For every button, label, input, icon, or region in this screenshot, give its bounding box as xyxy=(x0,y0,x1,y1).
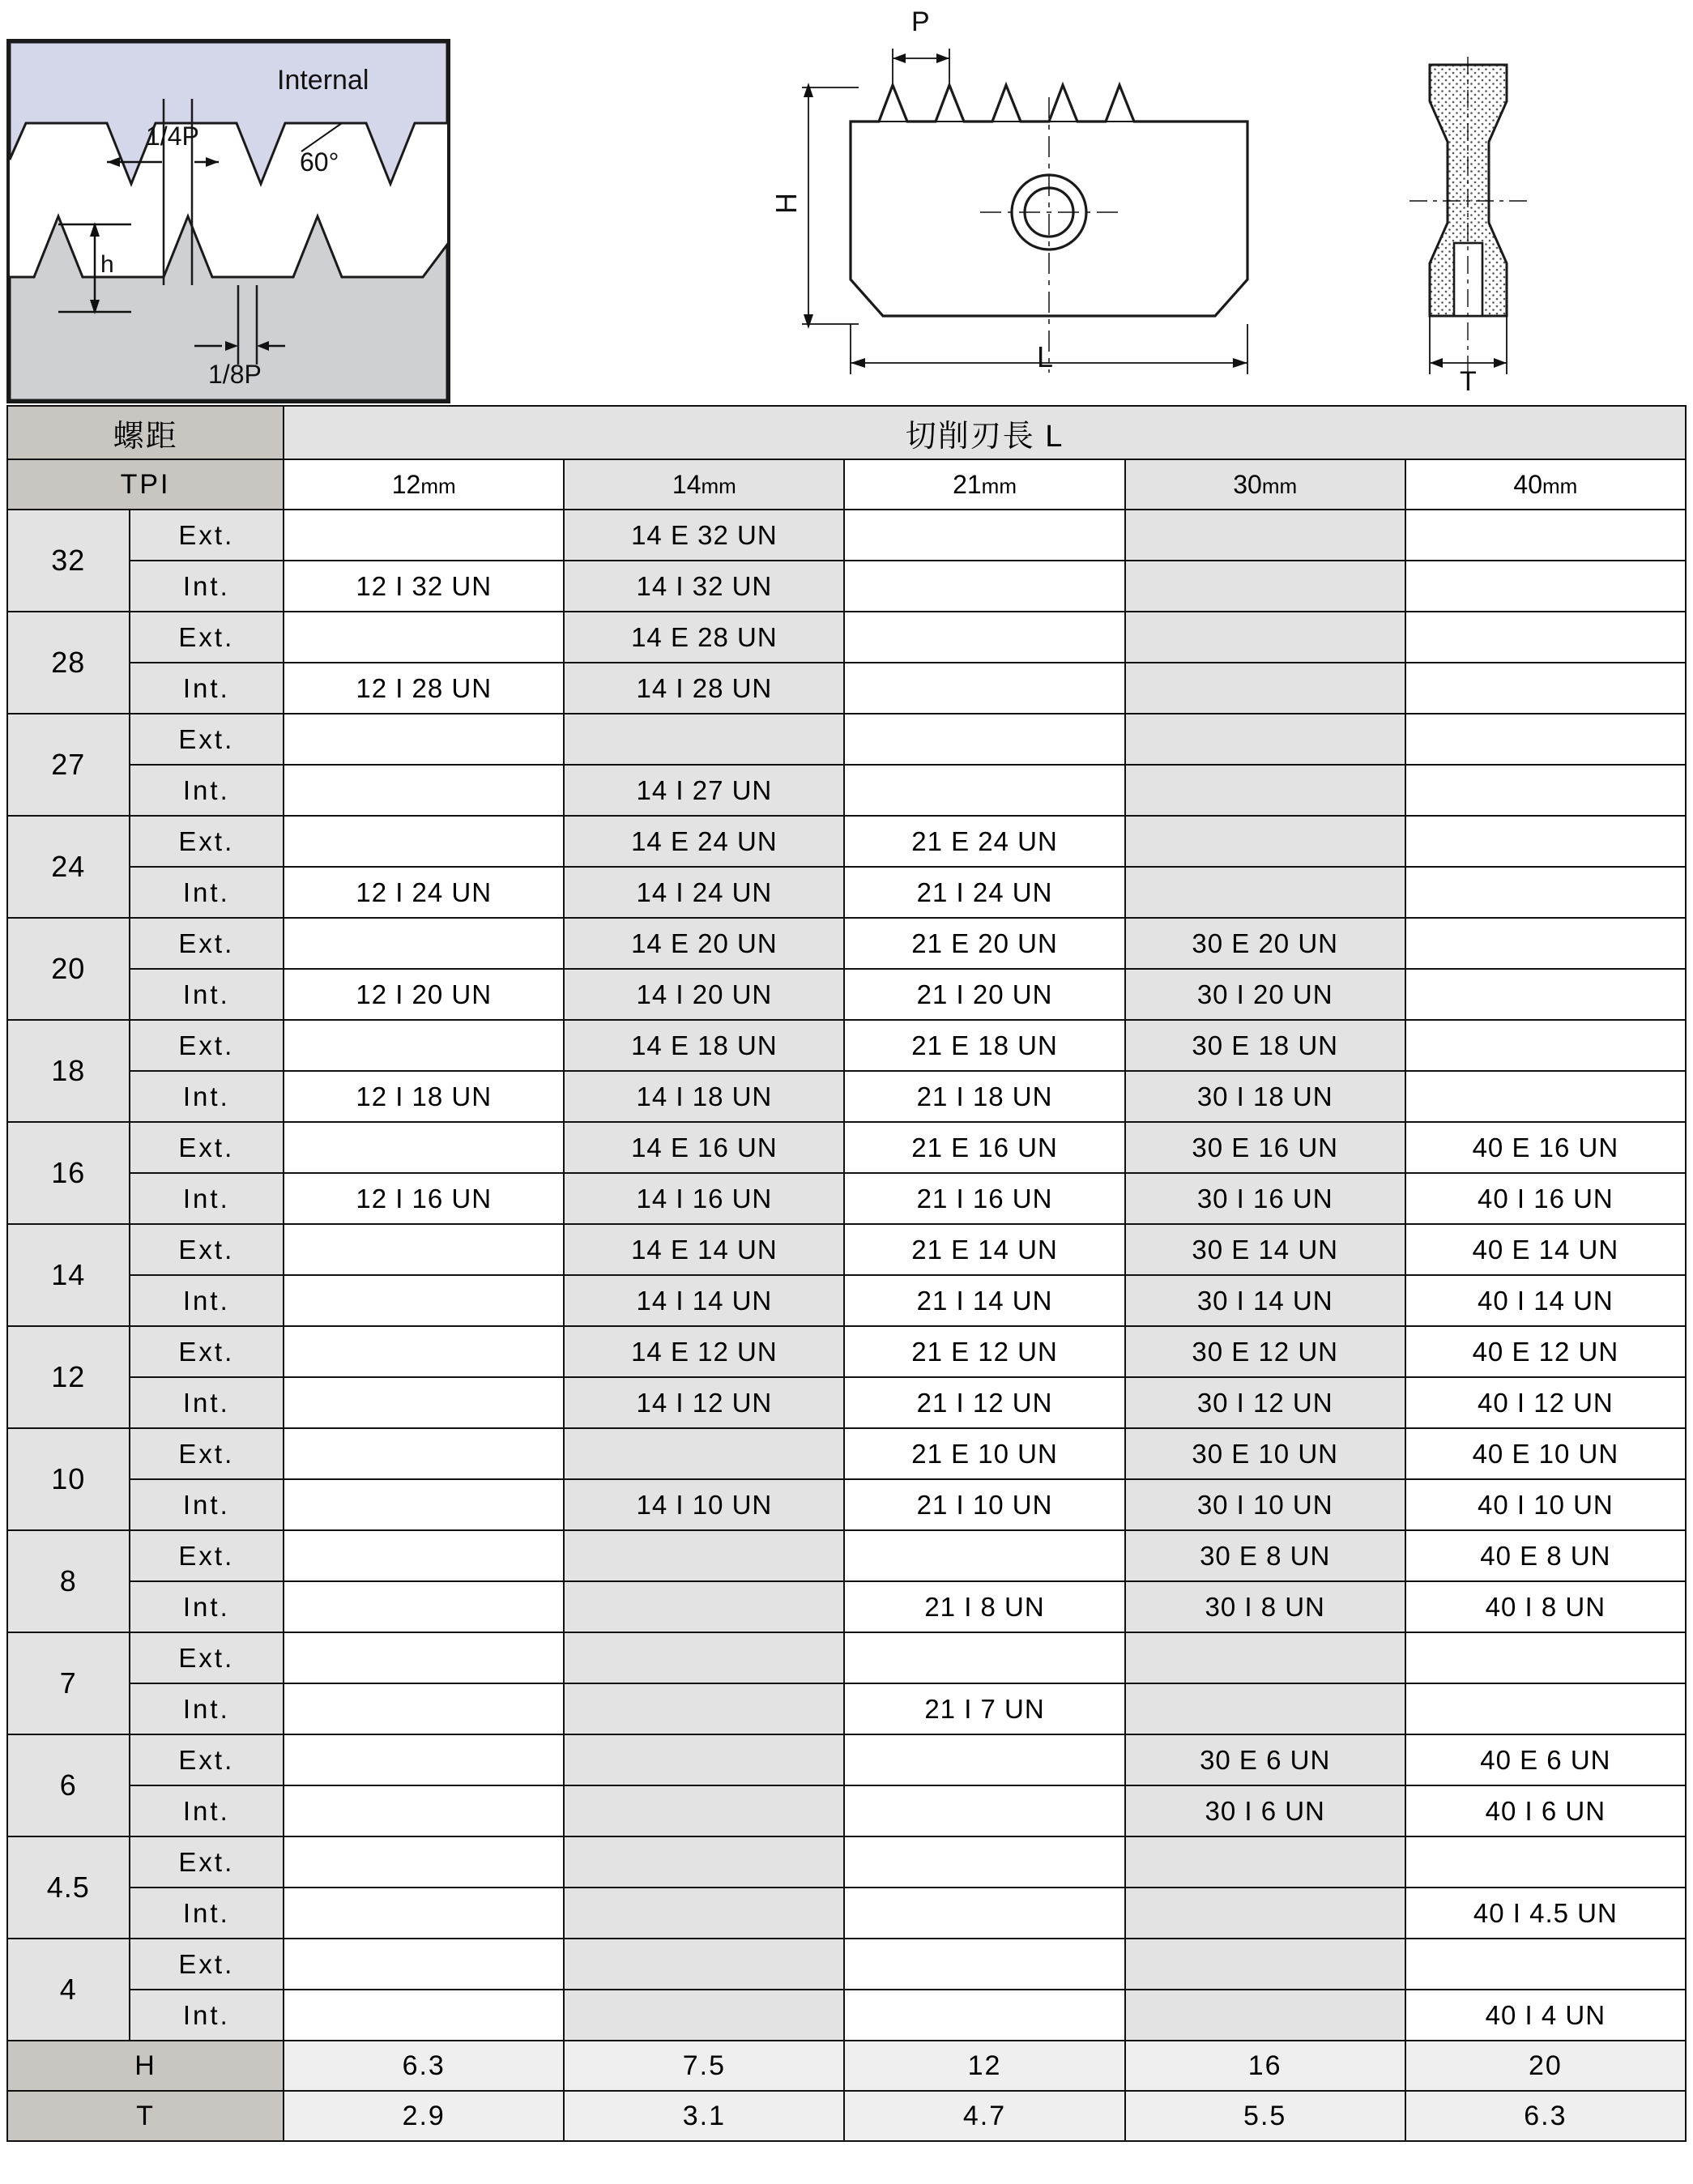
tpi-cell-20: 20 xyxy=(7,918,130,1020)
empty-cell xyxy=(284,918,564,969)
footer-value-h-3: 16 xyxy=(1125,2041,1405,2091)
header-length-14 xyxy=(564,459,844,510)
designation-cell: 40 I 4.5 UN xyxy=(1405,1888,1686,1939)
empty-cell xyxy=(564,1632,844,1683)
empty-cell xyxy=(284,765,564,816)
row-label-int: Int. xyxy=(130,1683,284,1734)
footer-value-t-3: 5.5 xyxy=(1125,2091,1405,2141)
empty-cell xyxy=(1405,1683,1686,1734)
table-row xyxy=(7,1683,1686,1734)
empty-cell xyxy=(1405,1939,1686,1990)
empty-cell xyxy=(284,1122,564,1173)
empty-cell xyxy=(1405,1071,1686,1122)
empty-cell xyxy=(564,1581,844,1632)
empty-cell xyxy=(564,1734,844,1785)
table-row xyxy=(7,969,1686,1020)
designation-cell: 40 E 14 UN xyxy=(1405,1224,1686,1275)
empty-cell xyxy=(1405,510,1686,561)
empty-cell xyxy=(1405,1632,1686,1683)
empty-cell xyxy=(284,1581,564,1632)
empty-cell xyxy=(284,714,564,765)
header-tpi: TPI xyxy=(7,459,284,510)
footer-value-h-4: 20 xyxy=(1405,2041,1686,2091)
row-label-ext: Ext. xyxy=(130,714,284,765)
tpi-cell-10: 10 xyxy=(7,1428,130,1530)
tpi-cell-8: 8 xyxy=(7,1530,130,1632)
row-label-int: Int. xyxy=(130,1479,284,1530)
designation-cell: 30 I 6 UN xyxy=(1125,1785,1405,1836)
designation-cell: 14 I 12 UN xyxy=(564,1377,844,1428)
len-12-unit: mm xyxy=(420,473,456,498)
header-pitch: 螺距 xyxy=(7,406,284,459)
empty-cell xyxy=(844,1632,1124,1683)
empty-cell xyxy=(284,510,564,561)
footer-value-t-0: 2.9 xyxy=(284,2091,564,2141)
empty-cell xyxy=(1405,969,1686,1020)
designation-cell: 21 E 24 UN xyxy=(844,816,1124,867)
designation-cell: 30 E 8 UN xyxy=(1125,1530,1405,1581)
label-quarter-p: 1/4P xyxy=(146,122,199,151)
row-label-int: Int. xyxy=(130,1275,284,1326)
designation-cell: 30 I 18 UN xyxy=(1125,1071,1405,1122)
designation-cell: 21 I 7 UN xyxy=(844,1683,1124,1734)
table-row xyxy=(7,1939,1686,1990)
tpi-cell-14: 14 xyxy=(7,1224,130,1326)
table-row xyxy=(7,1275,1686,1326)
empty-cell xyxy=(1405,816,1686,867)
designation-cell: 14 E 14 UN xyxy=(564,1224,844,1275)
row-label-int: Int. xyxy=(130,867,284,918)
row-label-ext: Ext. xyxy=(130,1734,284,1785)
tpi-cell-4: 4 xyxy=(7,1939,130,2041)
diagram-area xyxy=(0,0,1693,405)
thread-profile-diagram xyxy=(6,39,450,403)
empty-cell xyxy=(284,1530,564,1581)
row-label-ext: Ext. xyxy=(130,1939,284,1990)
tpi-cell-6: 6 xyxy=(7,1734,130,1836)
designation-cell: 30 I 8 UN xyxy=(1125,1581,1405,1632)
designation-cell: 12 I 28 UN xyxy=(284,663,564,714)
row-label-ext: Ext. xyxy=(130,1122,284,1173)
header-length-12 xyxy=(284,459,564,510)
designation-cell: 14 E 24 UN xyxy=(564,816,844,867)
row-label-ext: Ext. xyxy=(130,918,284,969)
table-row xyxy=(7,867,1686,918)
designation-cell: 21 I 16 UN xyxy=(844,1173,1124,1224)
designation-cell: 30 I 14 UN xyxy=(1125,1275,1405,1326)
empty-cell xyxy=(564,1683,844,1734)
designation-cell: 40 I 8 UN xyxy=(1405,1581,1686,1632)
designation-cell: 21 E 12 UN xyxy=(844,1326,1124,1377)
tpi-cell-32: 32 xyxy=(7,510,130,612)
designation-cell: 30 E 12 UN xyxy=(1125,1326,1405,1377)
row-label-int: Int. xyxy=(130,1785,284,1836)
empty-cell xyxy=(844,1888,1124,1939)
designation-cell: 14 I 16 UN xyxy=(564,1173,844,1224)
empty-cell xyxy=(1125,765,1405,816)
footer-value-t-1: 3.1 xyxy=(564,2091,844,2141)
empty-cell xyxy=(1125,561,1405,612)
empty-cell xyxy=(1405,918,1686,969)
designation-cell: 40 E 16 UN xyxy=(1405,1122,1686,1173)
empty-cell xyxy=(1125,1632,1405,1683)
empty-cell xyxy=(284,1632,564,1683)
label-internal: Internal xyxy=(277,65,369,96)
table-row xyxy=(7,1224,1686,1275)
table-row xyxy=(7,510,1686,561)
designation-cell: 14 E 32 UN xyxy=(564,510,844,561)
designation-cell: 30 E 20 UN xyxy=(1125,918,1405,969)
row-label-ext: Ext. xyxy=(130,1326,284,1377)
footer-label-h: H xyxy=(7,2041,284,2091)
empty-cell xyxy=(284,1785,564,1836)
designation-cell: 14 I 28 UN xyxy=(564,663,844,714)
tpi-cell-27: 27 xyxy=(7,714,130,816)
tpi-cell-4.5: 4.5 xyxy=(7,1836,130,1939)
row-label-int: Int. xyxy=(130,1581,284,1632)
designation-cell: 14 I 14 UN xyxy=(564,1275,844,1326)
designation-cell: 21 I 12 UN xyxy=(844,1377,1124,1428)
designation-cell: 14 E 12 UN xyxy=(564,1326,844,1377)
empty-cell xyxy=(1125,1836,1405,1888)
designation-cell: 40 I 12 UN xyxy=(1405,1377,1686,1428)
table-row xyxy=(7,1836,1686,1888)
label-h-depth: h xyxy=(100,251,114,278)
header-length-21 xyxy=(844,459,1124,510)
empty-cell xyxy=(844,1990,1124,2041)
empty-cell xyxy=(284,816,564,867)
empty-cell xyxy=(1125,1888,1405,1939)
empty-cell xyxy=(1405,1020,1686,1071)
table-row xyxy=(7,663,1686,714)
empty-cell xyxy=(1125,510,1405,561)
table-row xyxy=(7,612,1686,663)
empty-cell xyxy=(844,663,1124,714)
empty-cell xyxy=(1125,612,1405,663)
empty-cell xyxy=(1405,1836,1686,1888)
designation-cell: 14 E 28 UN xyxy=(564,612,844,663)
designation-cell: 21 I 14 UN xyxy=(844,1275,1124,1326)
empty-cell xyxy=(284,1428,564,1479)
empty-cell xyxy=(844,765,1124,816)
designation-cell: 40 I 6 UN xyxy=(1405,1785,1686,1836)
designation-cell: 21 E 16 UN xyxy=(844,1122,1124,1173)
empty-cell xyxy=(284,1377,564,1428)
empty-cell xyxy=(284,1020,564,1071)
len-14-unit: mm xyxy=(701,473,736,498)
designation-cell: 40 E 12 UN xyxy=(1405,1326,1686,1377)
empty-cell xyxy=(284,1224,564,1275)
designation-cell: 14 I 10 UN xyxy=(564,1479,844,1530)
designation-cell: 12 I 32 UN xyxy=(284,561,564,612)
empty-cell xyxy=(844,1785,1124,1836)
table-row xyxy=(7,1581,1686,1632)
empty-cell xyxy=(844,1734,1124,1785)
designation-cell: 30 E 16 UN xyxy=(1125,1122,1405,1173)
label-p: P xyxy=(911,6,930,37)
len-21-unit: mm xyxy=(981,473,1017,498)
designation-cell: 14 I 18 UN xyxy=(564,1071,844,1122)
empty-cell xyxy=(284,1990,564,2041)
footer-row-t xyxy=(7,2091,1686,2141)
designation-cell: 40 E 10 UN xyxy=(1405,1428,1686,1479)
table-header-row-2 xyxy=(7,459,1686,510)
row-label-int: Int. xyxy=(130,663,284,714)
designation-cell: 30 I 20 UN xyxy=(1125,969,1405,1020)
designation-cell: 30 E 18 UN xyxy=(1125,1020,1405,1071)
header-cutting-edge-length: 切削刃長 L xyxy=(284,406,1686,459)
designation-cell: 12 I 18 UN xyxy=(284,1071,564,1122)
table-row xyxy=(7,1428,1686,1479)
empty-cell xyxy=(284,612,564,663)
empty-cell xyxy=(1125,867,1405,918)
insert-front-view xyxy=(770,0,1361,405)
empty-cell xyxy=(564,1990,844,2041)
designation-cell: 14 I 20 UN xyxy=(564,969,844,1020)
header-length-40 xyxy=(1405,459,1686,510)
row-label-int: Int. xyxy=(130,1377,284,1428)
designation-cell: 14 I 24 UN xyxy=(564,867,844,918)
table-row xyxy=(7,1479,1686,1530)
designation-cell: 40 I 10 UN xyxy=(1405,1479,1686,1530)
designation-cell: 30 E 6 UN xyxy=(1125,1734,1405,1785)
table-header-row-1 xyxy=(7,406,1686,459)
label-h-height: H xyxy=(770,193,803,214)
table-row xyxy=(7,1020,1686,1071)
footer-value-t-2: 4.7 xyxy=(844,2091,1124,2141)
empty-cell xyxy=(564,1836,844,1888)
table-row xyxy=(7,1173,1686,1224)
label-l-length: L xyxy=(1037,340,1054,373)
designation-cell: 14 I 32 UN xyxy=(564,561,844,612)
designation-cell: 12 I 24 UN xyxy=(284,867,564,918)
footer-value-h-0: 6.3 xyxy=(284,2041,564,2091)
row-label-ext: Ext. xyxy=(130,1224,284,1275)
table-row xyxy=(7,918,1686,969)
designation-cell: 12 I 16 UN xyxy=(284,1173,564,1224)
empty-cell xyxy=(284,1326,564,1377)
designation-cell: 21 I 10 UN xyxy=(844,1479,1124,1530)
insert-side-view xyxy=(1393,57,1571,397)
label-angle-60: 60° xyxy=(300,147,339,177)
table-row xyxy=(7,1122,1686,1173)
empty-cell xyxy=(564,1939,844,1990)
designation-cell: 14 E 18 UN xyxy=(564,1020,844,1071)
footer-row-h xyxy=(7,2041,1686,2091)
table-body xyxy=(7,510,1686,2041)
len-30-value: 30 xyxy=(1233,469,1262,499)
empty-cell xyxy=(284,1275,564,1326)
empty-cell xyxy=(1405,612,1686,663)
len-14-value: 14 xyxy=(672,469,702,499)
row-label-ext: Ext. xyxy=(130,1428,284,1479)
len-21-value: 21 xyxy=(953,469,982,499)
empty-cell xyxy=(1125,1939,1405,1990)
row-label-int: Int. xyxy=(130,561,284,612)
designation-cell: 21 I 20 UN xyxy=(844,969,1124,1020)
designation-cell: 21 E 10 UN xyxy=(844,1428,1124,1479)
empty-cell xyxy=(1125,714,1405,765)
designation-cell: 30 I 10 UN xyxy=(1125,1479,1405,1530)
designation-cell: 30 E 10 UN xyxy=(1125,1428,1405,1479)
designation-cell: 21 I 18 UN xyxy=(844,1071,1124,1122)
row-label-int: Int. xyxy=(130,765,284,816)
thread-insert-table xyxy=(6,405,1687,2142)
designation-cell: 30 E 14 UN xyxy=(1125,1224,1405,1275)
empty-cell xyxy=(1405,561,1686,612)
table-row xyxy=(7,1326,1686,1377)
empty-cell xyxy=(1125,1683,1405,1734)
designation-cell: 21 E 20 UN xyxy=(844,918,1124,969)
table-row xyxy=(7,561,1686,612)
empty-cell xyxy=(284,1683,564,1734)
designation-cell: 40 I 16 UN xyxy=(1405,1173,1686,1224)
footer-value-t-4: 6.3 xyxy=(1405,2091,1686,2141)
table-row xyxy=(7,1377,1686,1428)
row-label-ext: Ext. xyxy=(130,816,284,867)
len-30-unit: mm xyxy=(1261,473,1298,498)
designation-cell: 14 E 20 UN xyxy=(564,918,844,969)
empty-cell xyxy=(1405,867,1686,918)
label-t-thickness: T xyxy=(1460,366,1477,397)
len-40-unit: mm xyxy=(1542,473,1578,498)
row-label-ext: Ext. xyxy=(130,612,284,663)
row-label-int: Int. xyxy=(130,969,284,1020)
table-row xyxy=(7,1785,1686,1836)
empty-cell xyxy=(564,1530,844,1581)
empty-cell xyxy=(844,1530,1124,1581)
footer-value-h-1: 7.5 xyxy=(564,2041,844,2091)
empty-cell xyxy=(1405,765,1686,816)
designation-cell: 40 I 4 UN xyxy=(1405,1990,1686,2041)
empty-cell xyxy=(284,1836,564,1888)
empty-cell xyxy=(564,1888,844,1939)
table-row xyxy=(7,1990,1686,2041)
empty-cell xyxy=(284,1479,564,1530)
row-label-int: Int. xyxy=(130,1071,284,1122)
empty-cell xyxy=(844,612,1124,663)
empty-cell xyxy=(844,561,1124,612)
empty-cell xyxy=(844,510,1124,561)
empty-cell xyxy=(1405,714,1686,765)
table-row xyxy=(7,765,1686,816)
empty-cell xyxy=(1125,816,1405,867)
tpi-cell-18: 18 xyxy=(7,1020,130,1122)
row-label-int: Int. xyxy=(130,1990,284,2041)
table-row xyxy=(7,1530,1686,1581)
empty-cell xyxy=(844,1939,1124,1990)
empty-cell xyxy=(1125,1990,1405,2041)
row-label-ext: Ext. xyxy=(130,1836,284,1888)
table-row xyxy=(7,1632,1686,1683)
designation-cell: 40 E 8 UN xyxy=(1405,1530,1686,1581)
insert-front-svg xyxy=(794,0,1361,405)
designation-cell: 21 E 18 UN xyxy=(844,1020,1124,1071)
empty-cell xyxy=(284,1939,564,1990)
empty-cell xyxy=(844,1836,1124,1888)
designation-cell: 40 E 6 UN xyxy=(1405,1734,1686,1785)
row-label-ext: Ext. xyxy=(130,510,284,561)
tpi-cell-24: 24 xyxy=(7,816,130,918)
table-row xyxy=(7,1071,1686,1122)
empty-cell xyxy=(284,1888,564,1939)
row-label-ext: Ext. xyxy=(130,1530,284,1581)
label-eighth-p: 1/8P xyxy=(208,360,262,389)
designation-cell: 21 I 24 UN xyxy=(844,867,1124,918)
thread-profile-svg xyxy=(10,42,447,400)
row-label-int: Int. xyxy=(130,1173,284,1224)
header-length-30 xyxy=(1125,459,1405,510)
row-label-ext: Ext. xyxy=(130,1020,284,1071)
footer-label-t: T xyxy=(7,2091,284,2141)
len-12-value: 12 xyxy=(391,469,421,499)
table-row xyxy=(7,1734,1686,1785)
table-row xyxy=(7,1888,1686,1939)
designation-cell: 30 I 16 UN xyxy=(1125,1173,1405,1224)
designation-cell: 14 E 16 UN xyxy=(564,1122,844,1173)
designation-cell: 21 E 14 UN xyxy=(844,1224,1124,1275)
len-40-value: 40 xyxy=(1513,469,1543,499)
empty-cell xyxy=(564,1785,844,1836)
empty-cell xyxy=(564,714,844,765)
row-label-int: Int. xyxy=(130,1888,284,1939)
table-footer xyxy=(7,2041,1686,2141)
empty-cell xyxy=(284,1734,564,1785)
table-row xyxy=(7,816,1686,867)
footer-value-h-2: 12 xyxy=(844,2041,1124,2091)
tpi-cell-12: 12 xyxy=(7,1326,130,1428)
designation-cell: 21 I 8 UN xyxy=(844,1581,1124,1632)
row-label-ext: Ext. xyxy=(130,1632,284,1683)
empty-cell xyxy=(1125,663,1405,714)
insert-side-svg xyxy=(1393,57,1571,397)
designation-cell: 14 I 27 UN xyxy=(564,765,844,816)
table-row xyxy=(7,714,1686,765)
designation-cell: 40 I 14 UN xyxy=(1405,1275,1686,1326)
empty-cell xyxy=(844,714,1124,765)
empty-cell xyxy=(1405,663,1686,714)
designation-cell: 12 I 20 UN xyxy=(284,969,564,1020)
empty-cell xyxy=(564,1428,844,1479)
tpi-cell-16: 16 xyxy=(7,1122,130,1224)
designation-cell: 30 I 12 UN xyxy=(1125,1377,1405,1428)
tpi-cell-7: 7 xyxy=(7,1632,130,1734)
tpi-cell-28: 28 xyxy=(7,612,130,714)
